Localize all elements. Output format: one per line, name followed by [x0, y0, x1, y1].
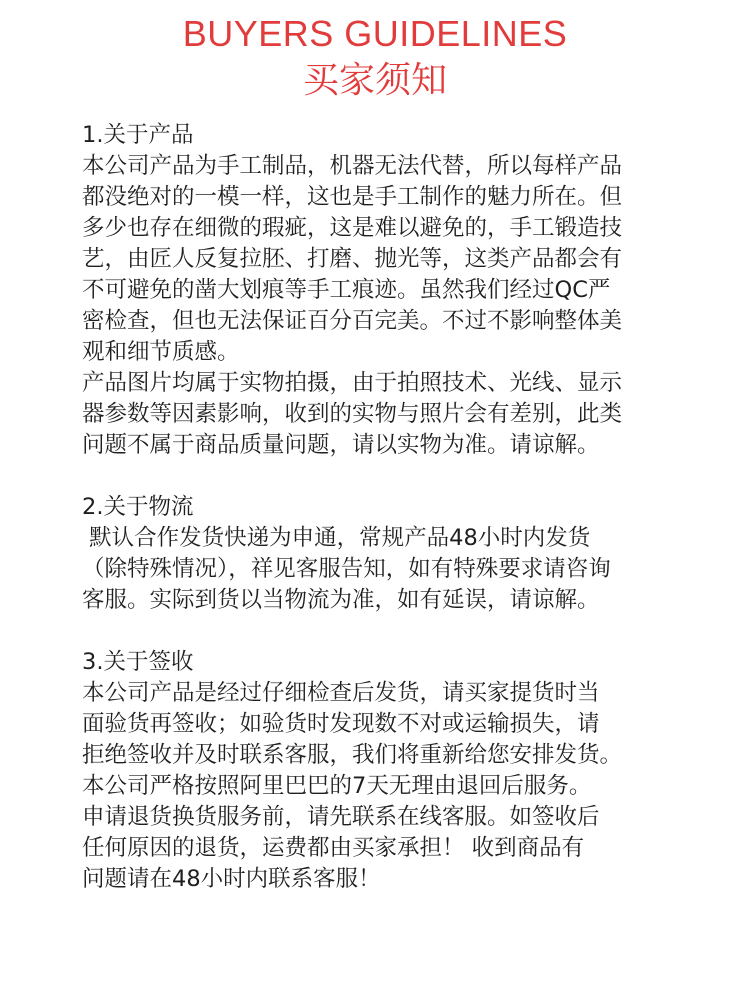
product-paragraph-handmade: 本公司产品为手工制品，机器无法代替，所以每样产品 都没绝对的一模一样，这也是手工制作的魅力所在。但 多少也存在细微的瑕疵，这是难以避免的，手工锻造技 艺，由匠人反复拉胚、打磨、抛光等，这类产品都会有 不可避免的凿大划痕等手工痕迹。虽然我们经过QC严 密检查，但也无法保证百分百完美。不过不影响整体美 观和细节质感。 — [82, 153, 623, 365]
logistics-paragraph: 默认合作发货快递为申通，常规产品48小时内发货 （除特殊情况），祥见客服告知，如有特殊要求请咨询 客服。实际到货以当物流为准，如有延误，请谅解。 — [82, 525, 611, 613]
guidelines-content — [82, 120, 712, 895]
section-title-logistics: 2.关于物流 — [82, 494, 194, 520]
product-paragraph-photos: 产品图片均属于实物拍摄，由于拍照技术、光线、显示 器参数等因素影响，收到的实物与照片会有差别，此类 问题不属于商品质量问题，请以实物为准。请谅解。 — [82, 370, 623, 458]
section-receipt — [82, 647, 712, 895]
page-title-english: BUYERS GUIDELINES — [182, 13, 568, 54]
receipt-paragraph: 本公司产品是经过仔细检查后发货，请买家提货时当 面验货再签收；如验货时发现数不对或运输损失，请 拒绝签收并及时联系客服，我们将重新给您安排发货。 本公司严格按照阿里巴巴的7天无理由退回后服务。 申请退货换货服务前，请先联系在线客服。如签收后 任何原因的退货，运费都由买家承担！ 收到商品有 问题请在48小时内联系客服！ — [82, 680, 623, 892]
page-title-chinese: 买家须知 — [302, 60, 447, 101]
section-logistics — [82, 492, 712, 616]
page-header — [0, 0, 750, 104]
section-title-receipt: 3.关于签收 — [82, 649, 194, 675]
section-title-product: 1.关于产品 — [82, 122, 194, 148]
section-spacer — [82, 461, 712, 492]
section-product — [82, 120, 712, 461]
section-spacer — [82, 616, 712, 647]
